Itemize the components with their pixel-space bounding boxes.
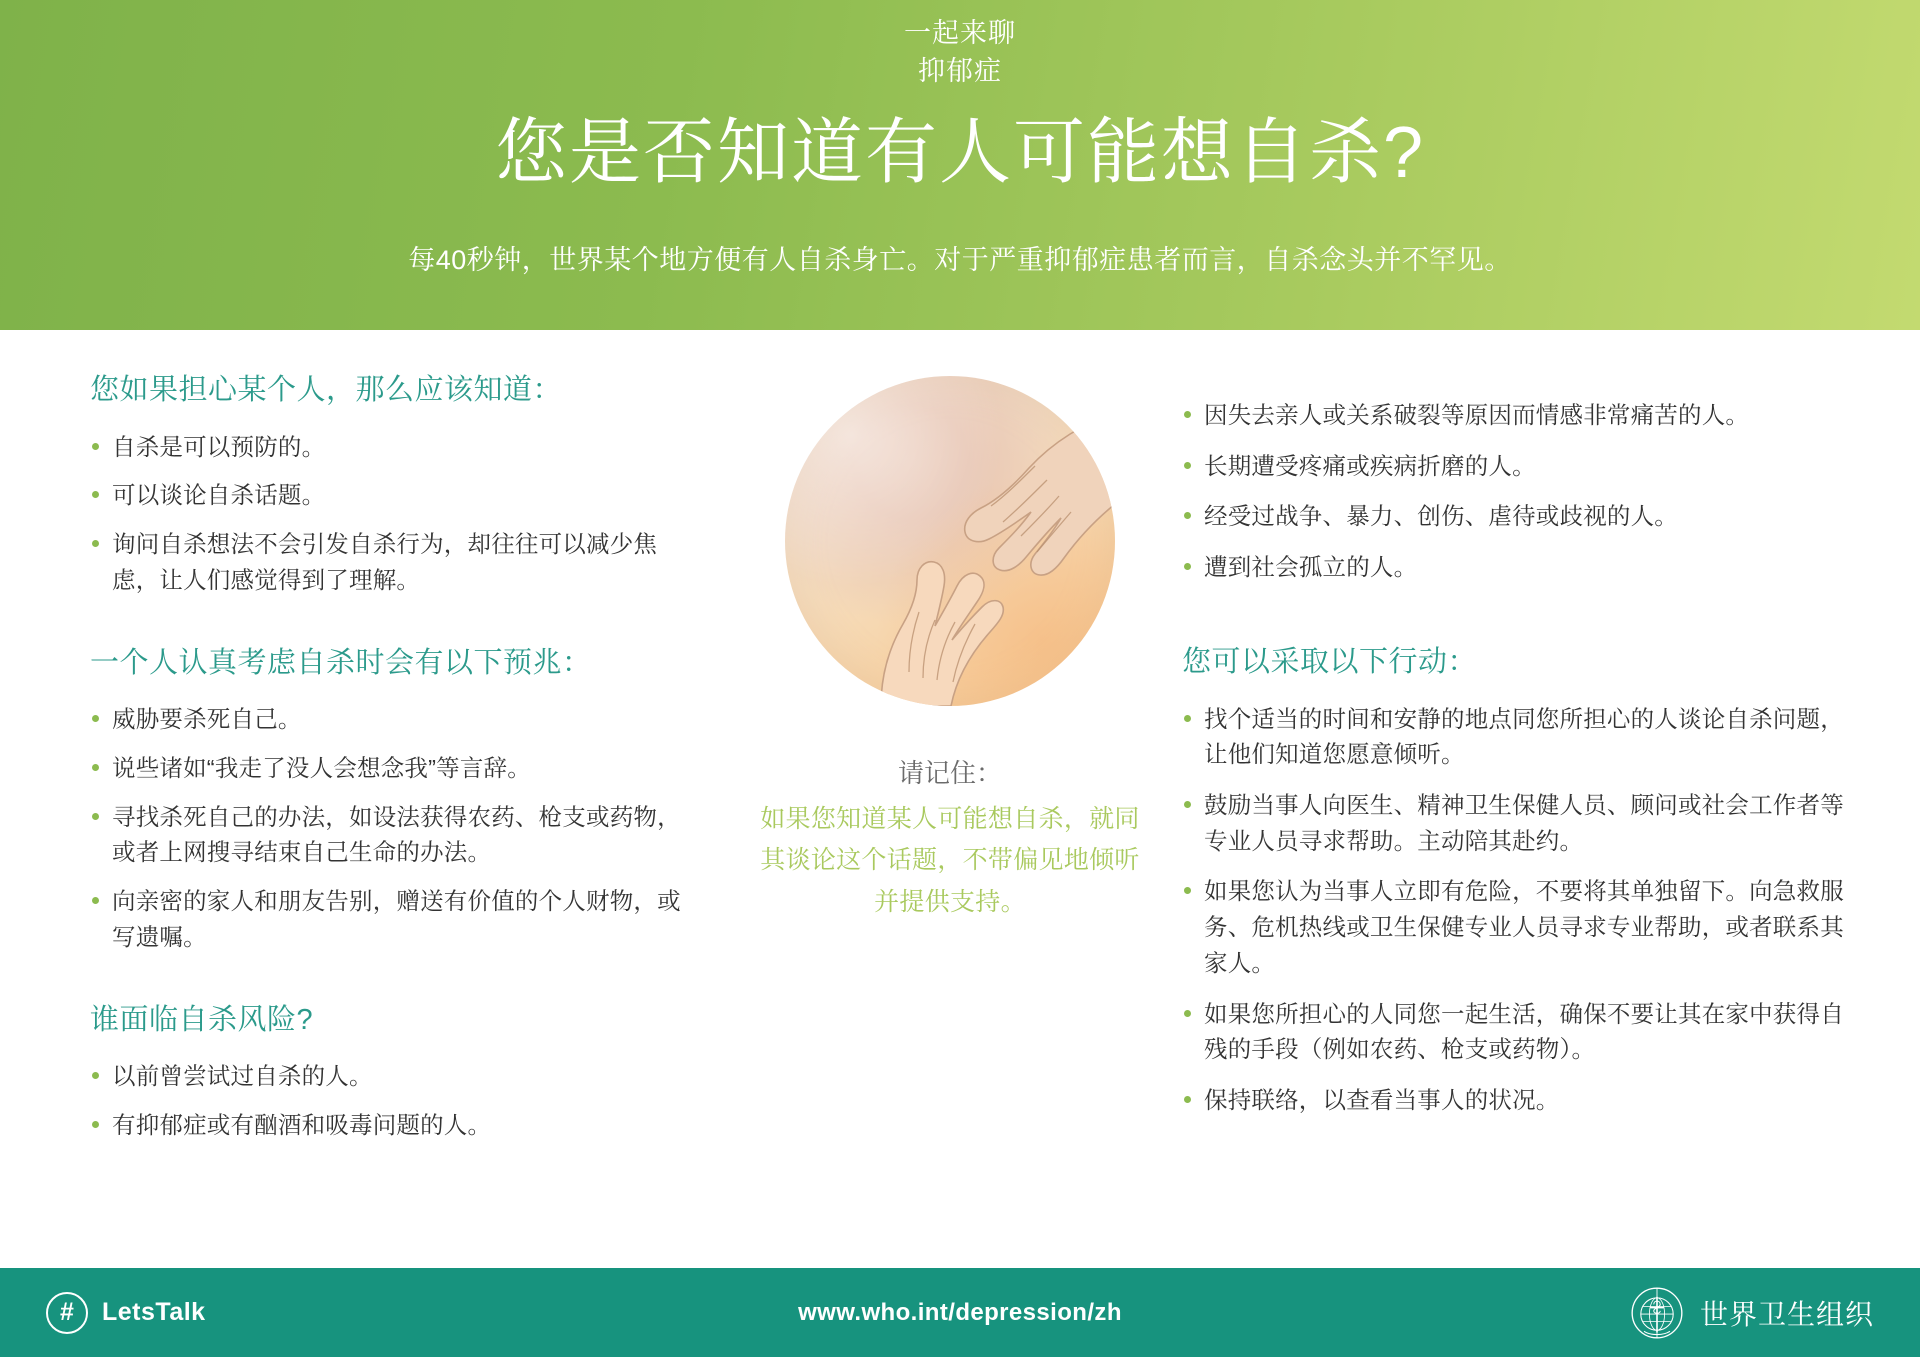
left-column [90,372,740,1268]
hash-icon: # [46,1292,88,1334]
remember-body: 如果您知道某人可能想自杀，就同其谈论这个话题，不带偏见地倾听并提供支持。 [760,805,1140,916]
campaign-kicker [0,14,1920,91]
list-item: 找个适当的时间和安静的地点同您所担心的人谈论自杀问题，让他们知道您愿意倾听。 [1182,702,1865,773]
right-column [1160,372,1865,1268]
list-item: 说些诸如“我走了没人会想念我”等言辞。 [90,751,700,787]
list-item: 经受过战争、暴力、创伤、虐待或歧视的人。 [1182,499,1865,535]
campaign-kicker-line2: 抑郁症 [918,56,1002,87]
remember-title: 请记住： [897,758,1002,788]
list-item: 有抑郁症或有酗酒和吸毒问题的人。 [90,1108,700,1144]
who-branding [1630,1286,1874,1340]
list-item: 保持联络，以查看当事人的状况。 [1182,1083,1865,1119]
section-what-to-know [90,372,700,599]
section-who-at-risk [90,1002,700,1144]
middle-column [740,372,1160,1268]
list-item: 如果您所担心的人同您一起生活，确保不要让其在家中获得自残的手段（例如农药、枪支或药物）。 [1182,997,1865,1068]
campaign-kicker-line1: 一起来聊 [904,18,1016,48]
section-title: 谁面临自杀风险? [90,1003,314,1036]
section-title: 您可以采取以下行动： [1182,645,1478,678]
section-title: 一个人认真考虑自杀时会有以下预兆： [90,646,592,679]
list-item: 自杀是可以预防的。 [90,430,700,466]
list-who-at-risk [90,1059,700,1143]
section-what-you-can-do [1182,644,1865,1119]
page-subtitle: 每40秒钟，世界某个地方便有人自杀身亡。对于严重抑郁症患者而言，自杀念头并不罕见。 [408,244,1512,275]
list-actions [1182,702,1865,1119]
list-item: 威胁要杀死自己。 [90,702,700,738]
list-warning-signs [90,702,700,955]
hashtag-badge [46,1292,206,1334]
list-item: 可以谈论自杀话题。 [90,478,700,514]
poster-header [0,0,1920,330]
remember-callout [740,754,1160,923]
list-item: 寻找杀死自己的办法，如设法获得农药、枪支或药物，或者上网搜寻结束自己生命的办法。 [90,800,700,871]
poster-body [0,330,1920,1268]
list-item: 向亲密的家人和朋友告别，赠送有价值的个人财物，或写遗嘱。 [90,884,700,955]
reaching-hands-illustration [785,376,1115,706]
list-item: 以前曾尝试过自杀的人。 [90,1059,700,1095]
who-emblem-icon [1630,1286,1684,1340]
poster-footer [0,1268,1920,1357]
page-title: 您是否知道有人可能想自杀? [494,112,1426,193]
list-who-at-risk-continued [1182,398,1865,586]
list-item: 因失去亲人或关系破裂等原因而情感非常痛苦的人。 [1182,398,1865,434]
list-item: 鼓励当事人向医生、精神卫生保健人员、顾问或社会工作者等专业人员寻求帮助。主动陪其赴约。 [1182,788,1865,859]
section-warning-signs [90,645,700,956]
campaign-url[interactable]: www.who.int/depression/zh [798,1298,1122,1326]
list-item: 长期遭受疼痛或疾病折磨的人。 [1182,449,1865,485]
hashtag-label: LetsTalk [102,1298,206,1326]
list-item: 如果您认为当事人立即有危险，不要将其单独留下。向急救服务、危机热线或卫生保健专业人员寻求专业帮助，或者联系其家人。 [1182,874,1865,981]
list-item: 遭到社会孤立的人。 [1182,550,1865,586]
list-what-to-know [90,430,700,599]
list-item: 询问自杀想法不会引发自杀行为，却往往可以减少焦虑，让人们感觉得到了理解。 [90,527,700,598]
who-label: 世界卫生组织 [1699,1298,1874,1330]
section-title: 您如果担心某个人，那么应该知道： [90,374,563,406]
